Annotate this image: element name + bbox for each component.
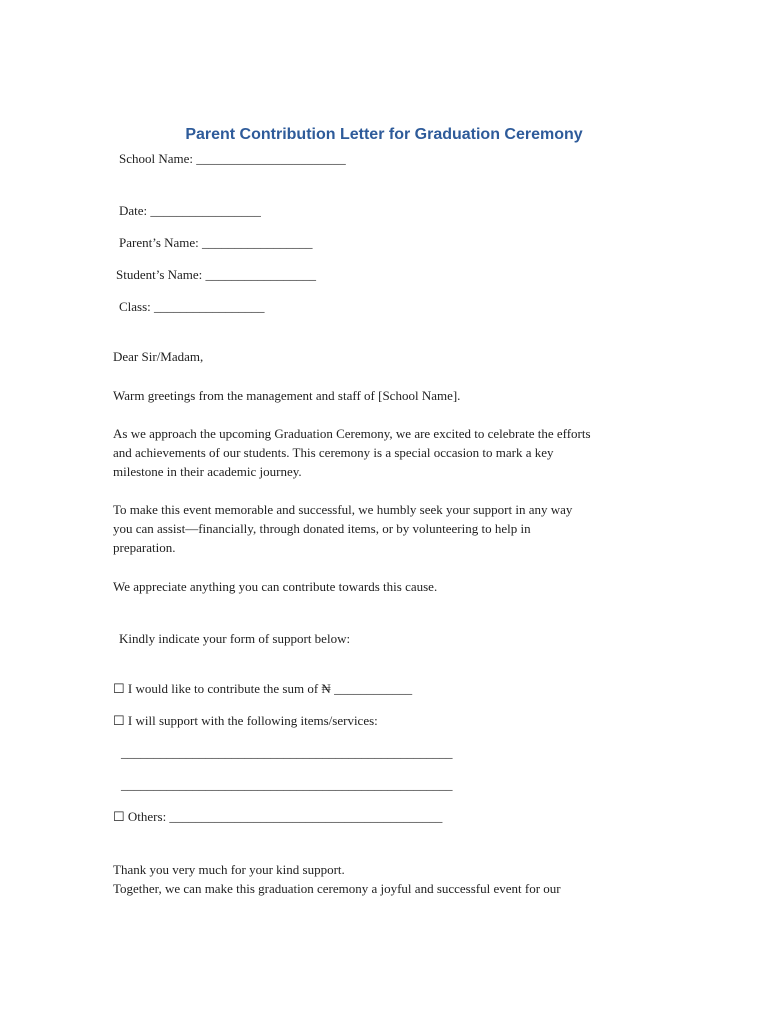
closing-paragraph [113, 860, 658, 898]
items-services-option[interactable]: ☐ I will support with the following items/services: [113, 713, 378, 728]
appreciation-paragraph: We appreciate anything you can contribute towards this cause. [113, 579, 438, 594]
contribute-sum-option[interactable]: ☐ I would like to contribute the sum of ₦ ____________ [113, 681, 413, 696]
paragraph-line: Together, we can make this graduation ceremony a joyful and successful event for our [113, 881, 561, 896]
items-blank-line-1: ___________________________________________________ [121, 745, 453, 760]
school-name-field: School Name: _______________________ [119, 151, 346, 166]
greeting-paragraph: Warm greetings from the management and staff of [School Name]. [113, 388, 461, 403]
paragraph-line: Thank you very much for your kind support. [113, 862, 345, 877]
class-field: Class: _________________ [119, 299, 265, 314]
items-blank-line-2: ___________________________________________________ [121, 777, 453, 792]
letter-title: Parent Contribution Letter for Graduation Ceremony [185, 126, 583, 143]
support-paragraph [113, 500, 658, 557]
others-option[interactable]: ☐ Others: __________________________________________ [113, 809, 443, 824]
paragraph-line: As we approach the upcoming Graduation Ceremony, we are excited to celebrate the efforts [113, 426, 591, 441]
paragraph-line: milestone in their academic journey. [113, 464, 302, 479]
indicate-support-heading: Kindly indicate your form of support below: [119, 631, 351, 646]
paragraph-line: and achievements of our students. This ceremony is a special occasion to mark a key [113, 445, 554, 460]
parent-name-field: Parent’s Name: _________________ [119, 235, 313, 250]
student-name-field: Student’s Name: _________________ [116, 267, 317, 282]
paragraph-line: you can assist—financially, through donated items, or by volunteering to help in [113, 521, 531, 536]
paragraph-line: preparation. [113, 540, 176, 555]
salutation: Dear Sir/Madam, [113, 349, 204, 364]
date-field: Date: _________________ [119, 203, 261, 218]
paragraph-line: To make this event memorable and successful, we humbly seek your support in any way [113, 502, 573, 517]
intro-paragraph [113, 424, 658, 481]
